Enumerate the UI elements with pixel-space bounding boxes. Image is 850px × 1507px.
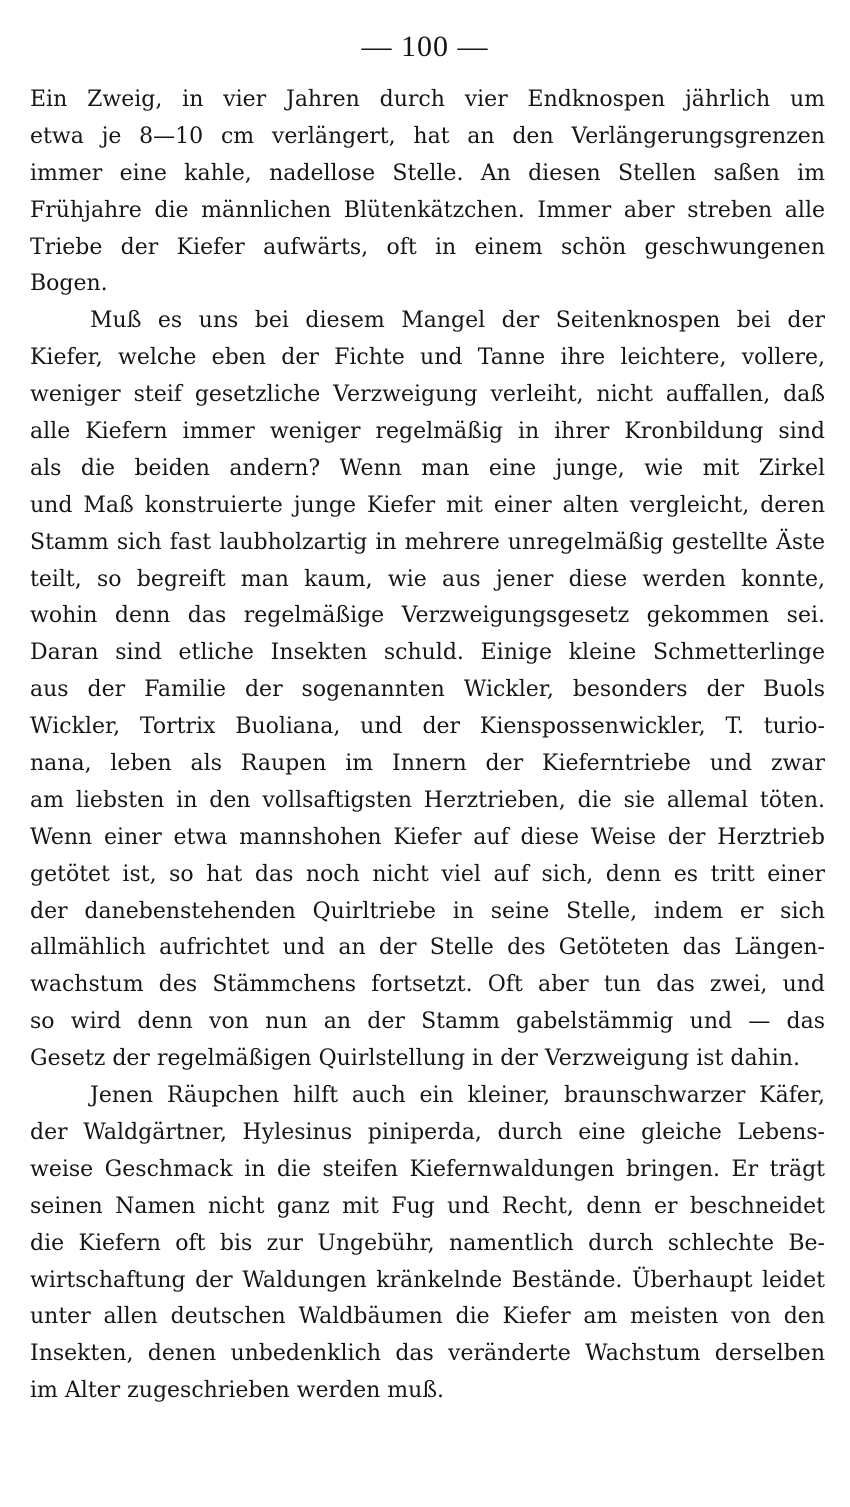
text-line: aus der Familie der sogenannten Wickler, besonders der Buols	[30, 677, 825, 703]
text-line: die Kiefern oft bis zur Ungebühr, namentlich durch schlechte Be-	[30, 1230, 825, 1256]
text-line: Jenen Räupchen hilft auch ein kleiner, braunschwarzer Käfer,	[90, 1083, 825, 1109]
text-line: allmählich aufrichtet und an der Stelle des Getöteten das Längen-	[30, 935, 825, 961]
body-text	[30, 82, 825, 1410]
text-line: Daran sind etliche Insekten schuld. Einige kleine Schmetterlinge	[30, 640, 825, 666]
text-line: im Alter zugeschrieben werden muß.	[30, 1378, 445, 1404]
text-line: Wickler, Tortrix Buoliana, und der Kienspossenwickler, T. turio-	[30, 714, 825, 740]
text-line: der danebenstehenden Quirltriebe in seine Stelle, indem er sich	[30, 898, 825, 924]
paragraph-3	[30, 1078, 825, 1410]
paragraph-2	[30, 303, 825, 1078]
text-line: so wird denn von nun an der Stamm gabelstämmig und — das	[30, 1009, 825, 1035]
text-line: immer eine kahle, nadellose Stelle. An diesen Stellen saßen im	[30, 160, 825, 186]
text-line: Insekten, denen unbedenklich das veränderte Wachstum derselben	[30, 1341, 825, 1367]
text-line: Frühjahre die männlichen Blütenkätzchen. Immer aber streben alle	[30, 197, 825, 223]
text-line: wohin denn das regelmäßige Verzweigungsgesetz gekommen sei.	[30, 603, 825, 629]
text-line: etwa je 8—10 cm verlängert, hat an den Verlängerungsgrenzen	[30, 123, 825, 149]
text-line: seinen Namen nicht ganz mit Fug und Recht, denn er beschneidet	[30, 1193, 825, 1219]
paragraph-1	[30, 82, 825, 303]
text-line: Triebe der Kiefer aufwärts, oft in einem schön geschwungenen	[30, 234, 825, 260]
text-line: alle Kiefern immer weniger regelmäßig in ihrer Kronbildung sind	[30, 419, 825, 445]
text-line: wachstum des Stämmchens fortsetzt. Oft aber tun das zwei, und	[30, 972, 825, 998]
text-line: der Waldgärtner, Hylesinus piniperda, durch eine gleiche Lebens-	[30, 1119, 825, 1145]
text-line: getötet ist, so hat das noch nicht viel auf sich, denn es tritt einer	[30, 861, 825, 887]
text-line: Stamm sich fast laubholzartig in mehrere unregelmäßig gestellte Äste	[30, 529, 825, 555]
text-line: Kiefer, welche eben der Fichte und Tanne ihre leichtere, vollere,	[30, 345, 825, 371]
text-line: weise Geschmack in die steifen Kiefernwaldungen bringen. Er trägt	[30, 1156, 825, 1182]
text-line: am liebsten in den vollsaftigsten Herztrieben, die sie allemal töten.	[30, 787, 825, 813]
text-line: Gesetz der regelmäßigen Quirlstellung in der Verzweigung ist dahin.	[30, 1046, 800, 1072]
text-line: teilt, so begreift man kaum, wie aus jener diese werden konnte,	[30, 566, 825, 592]
page-number: — 100 —	[361, 30, 489, 63]
text-line: unter allen deutschen Waldbäumen die Kiefer am meisten von den	[30, 1304, 825, 1330]
text-line: als die beiden andern? Wenn man eine junge, wie mit Zirkel	[30, 455, 825, 481]
text-line: und Maß konstruierte junge Kiefer mit einer alten vergleicht, deren	[30, 492, 825, 518]
text-line: Bogen.	[30, 271, 108, 297]
text-line: nana, leben als Raupen im Innern der Kieferntriebe und zwar	[30, 751, 825, 777]
text-line: wirtschaftung der Waldungen kränkelnde Bestände. Überhaupt leidet	[30, 1267, 825, 1293]
text-line: weniger steif gesetzliche Verzweigung verleiht, nicht auffallen, daß	[30, 382, 825, 408]
text-line: Muß es uns bei diesem Mangel der Seitenknospen bei der	[90, 308, 825, 334]
text-line: Ein Zweig, in vier Jahren durch vier Endknospen jährlich um	[30, 87, 825, 112]
text-line: Wenn einer etwa mannshohen Kiefer auf diese Weise der Herztrieb	[30, 824, 825, 850]
